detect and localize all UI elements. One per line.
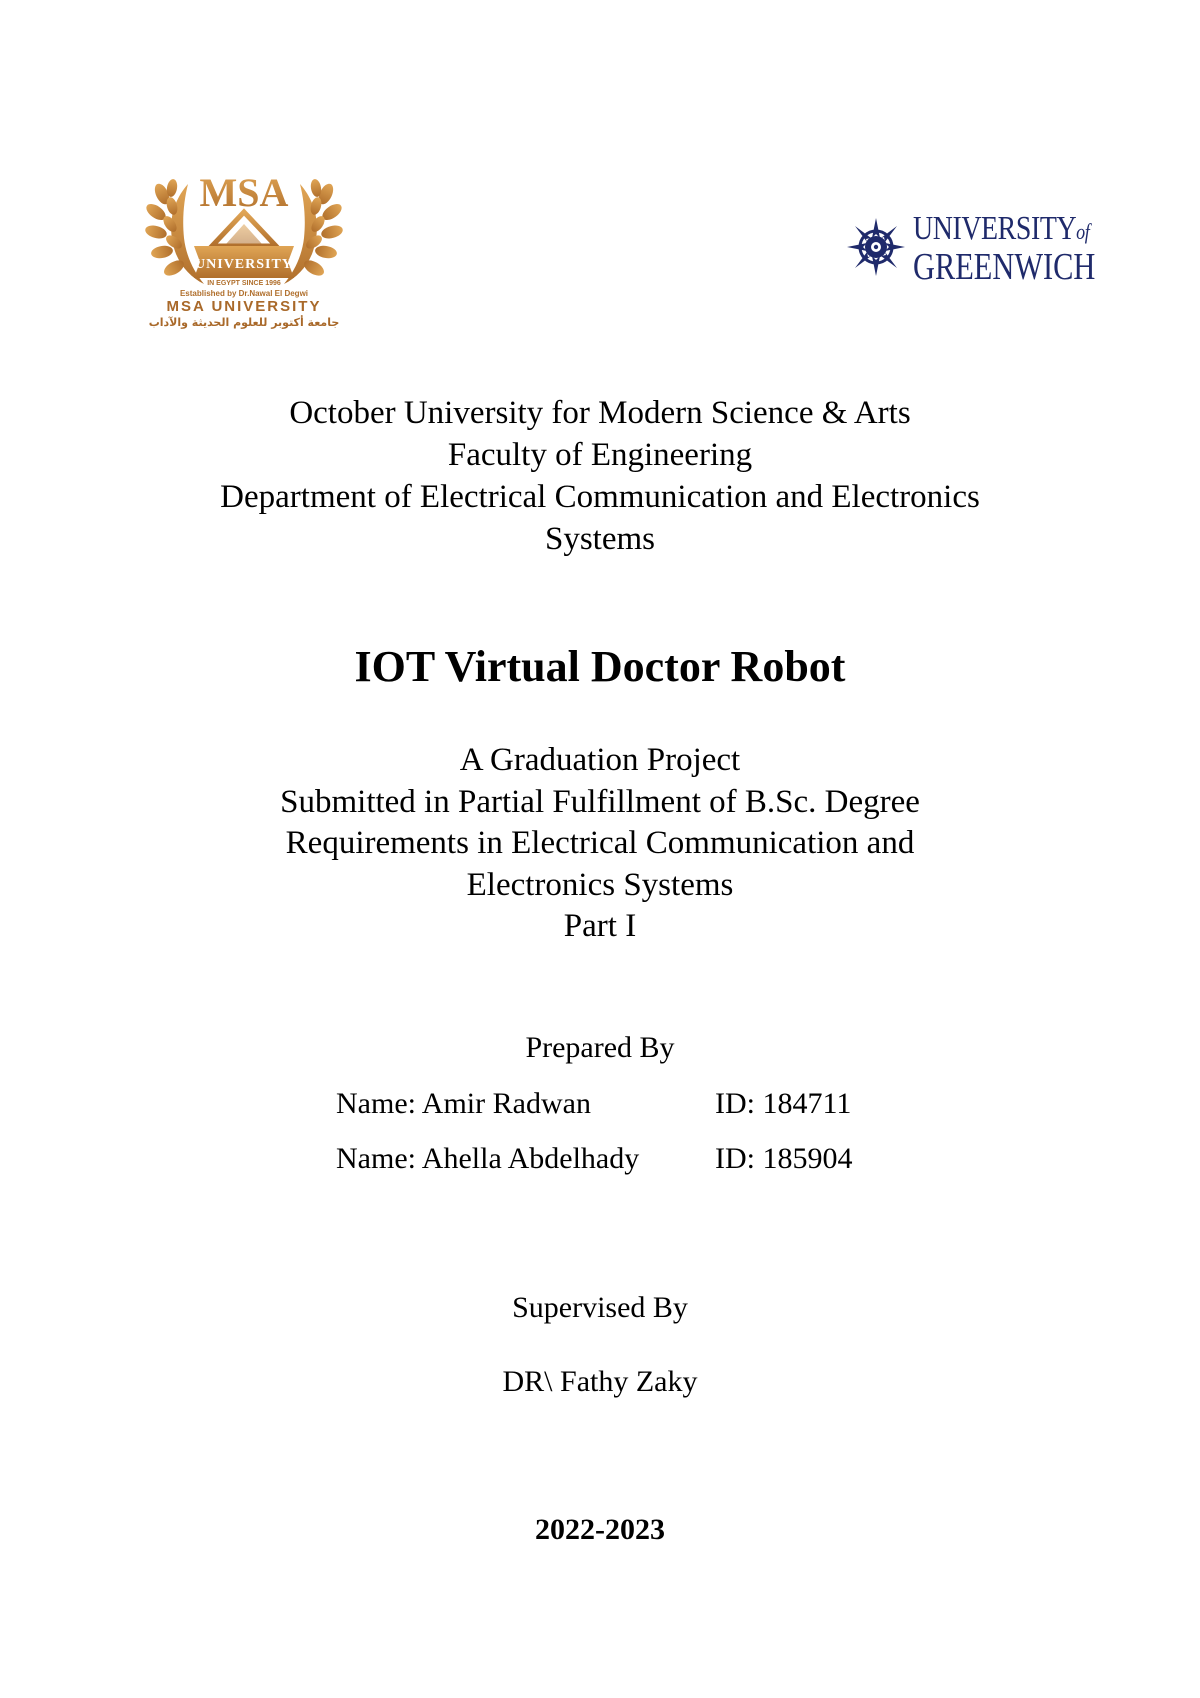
subtitle-line: Part I	[563, 908, 637, 944]
subtitle-line: Electronics Systems	[466, 866, 734, 903]
team-member-row	[0, 1141, 1200, 1177]
member-name: Name: Ahella Abdelhady	[336, 1142, 640, 1175]
subtitle-line: Submitted in Partial Fulfillment of B.Sc. Degree	[280, 783, 920, 820]
project-subtitle-block	[0, 740, 1200, 948]
msa-brand-text: MSA	[199, 172, 289, 215]
department-name-line2: Systems	[544, 521, 656, 557]
institution-block	[0, 392, 1200, 560]
university-name: October University for Modern Science & Arts	[289, 395, 911, 431]
member-name: Name: Amir Radwan	[336, 1087, 591, 1120]
project-title: IOT Virtual Doctor Robot	[354, 642, 846, 691]
msa-arabic-name: جامعة أكتوبر للعلوم الحديثة والآداب	[148, 316, 340, 329]
member-id: ID: 184711	[715, 1087, 852, 1120]
greenwich-line1: UNIVERSITYof	[913, 210, 1090, 247]
greenwich-wordmark	[913, 212, 1141, 286]
faculty-name: Faculty of Engineering	[447, 437, 753, 473]
msa-tagline: IN EGYPT SINCE 1996	[207, 280, 281, 287]
subtitle-line: A Graduation Project	[459, 742, 741, 778]
msa-founder-line: Established by Dr.Nawal El Degwi	[179, 289, 309, 298]
msa-wordmark: MSA UNIVERSITY	[166, 298, 322, 315]
msa-laurel-emblem	[142, 172, 346, 332]
department-name-line1: Department of Electrical Communication and Electronics	[220, 479, 980, 515]
greenwich-compass-icon	[845, 216, 907, 278]
academic-year: 2022-2023	[535, 1513, 665, 1546]
member-id: ID: 185904	[715, 1142, 853, 1175]
ribbon-text: UNIVERSITY	[195, 257, 293, 272]
right-laurel-icon	[284, 178, 344, 284]
msa-university-logo	[142, 172, 346, 332]
pyramid-icon	[212, 212, 276, 246]
supervisor-name: DR\ Fathy Zaky	[502, 1365, 698, 1398]
greenwich-of: of	[1076, 219, 1090, 244]
supervised-by-heading: Supervised By	[512, 1291, 688, 1324]
subtitle-line: Requirements in Electrical Communication and	[285, 825, 915, 861]
greenwich-university-logo	[845, 212, 1115, 302]
prepared-by-heading: Prepared By	[525, 1031, 675, 1064]
team-member-row	[0, 1086, 1200, 1122]
greenwich-line2: GREENWICH	[913, 246, 1096, 288]
